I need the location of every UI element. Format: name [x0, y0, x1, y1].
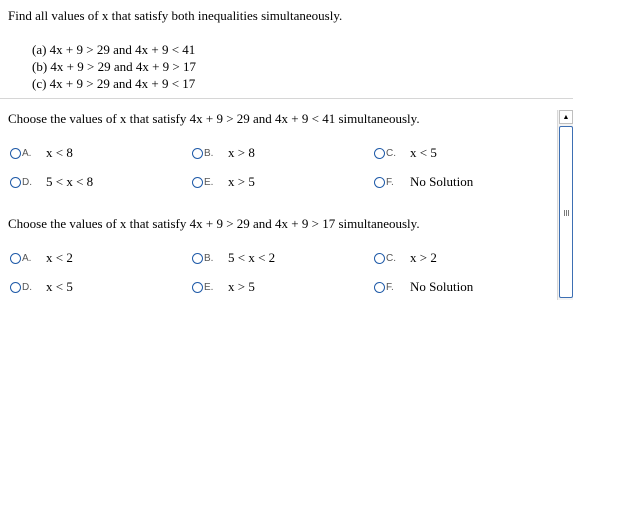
option-value: x < 5: [410, 145, 437, 160]
q1-option-f[interactable]: [374, 173, 473, 191]
divider: [0, 98, 573, 99]
option-letter: E.: [204, 176, 214, 188]
option-letter: F.: [386, 281, 394, 293]
option-value: 5 < x < 8: [46, 174, 94, 189]
option-value: x > 5: [228, 279, 255, 294]
question-1-prompt: Choose the values of x that satisfy 4x + 9 > 29 and 4x + 9 < 41 simultaneously.: [8, 111, 420, 126]
q2-option-b[interactable]: [192, 249, 275, 267]
radio-button[interactable]: [192, 253, 203, 264]
q1-option-b[interactable]: [192, 144, 255, 162]
q2-option-f[interactable]: [374, 278, 473, 296]
option-value: x < 5: [46, 279, 73, 294]
option-value: 5 < x < 2: [228, 250, 276, 265]
radio-button[interactable]: [10, 282, 21, 293]
option-letter: B.: [204, 252, 214, 264]
option-letter: E.: [204, 281, 214, 293]
q1-option-e[interactable]: [192, 173, 255, 191]
option-letter: C.: [386, 147, 396, 159]
option-letter: C.: [386, 252, 396, 264]
q2-option-d[interactable]: [10, 278, 73, 296]
option-letter: A.: [22, 252, 32, 264]
option-letter: D.: [22, 281, 32, 293]
radio-button[interactable]: [374, 177, 385, 188]
option-value: x < 2: [46, 250, 73, 265]
option-value: x > 5: [228, 174, 255, 189]
option-value: No Solution: [410, 174, 474, 189]
radio-button[interactable]: [10, 177, 21, 188]
radio-button[interactable]: [374, 253, 385, 264]
q2-option-e[interactable]: [192, 278, 255, 296]
grip-icon: [564, 210, 570, 216]
part-b: (b) 4x + 9 > 29 and 4x + 9 > 17: [32, 59, 197, 74]
q2-option-a[interactable]: [10, 249, 73, 267]
q1-option-a[interactable]: [10, 144, 73, 162]
radio-button[interactable]: [374, 148, 385, 159]
part-a: (a) 4x + 9 > 29 and 4x + 9 < 41: [32, 42, 196, 57]
option-letter: F.: [386, 176, 394, 188]
option-value: x < 8: [46, 145, 73, 160]
option-value: No Solution: [410, 279, 474, 294]
radio-button[interactable]: [192, 177, 203, 188]
radio-button[interactable]: [374, 282, 385, 293]
scrollbar-thumb[interactable]: [559, 126, 573, 298]
scroll-up-button[interactable]: [559, 110, 573, 124]
option-value: x > 8: [228, 145, 255, 160]
question-2-prompt: Choose the values of x that satisfy 4x + 9 > 29 and 4x + 9 > 17 simultaneously.: [8, 216, 420, 231]
arrow-up-icon: ▲: [562, 112, 570, 121]
radio-button[interactable]: [192, 282, 203, 293]
option-value: x > 2: [410, 250, 437, 265]
option-letter: B.: [204, 147, 214, 159]
problem-instruction: Find all values of x that satisfy both inequalities simultaneously.: [8, 8, 343, 23]
vertical-scrollbar[interactable]: [557, 110, 573, 300]
option-letter: A.: [22, 147, 32, 159]
radio-button[interactable]: [10, 148, 21, 159]
problem-parts: [32, 41, 196, 92]
radio-button[interactable]: [192, 148, 203, 159]
q1-option-c[interactable]: [374, 144, 437, 162]
q2-option-c[interactable]: [374, 249, 437, 267]
option-letter: D.: [22, 176, 32, 188]
part-c: (c) 4x + 9 > 29 and 4x + 9 < 17: [32, 76, 196, 91]
q1-option-d[interactable]: [10, 173, 93, 191]
radio-button[interactable]: [10, 253, 21, 264]
